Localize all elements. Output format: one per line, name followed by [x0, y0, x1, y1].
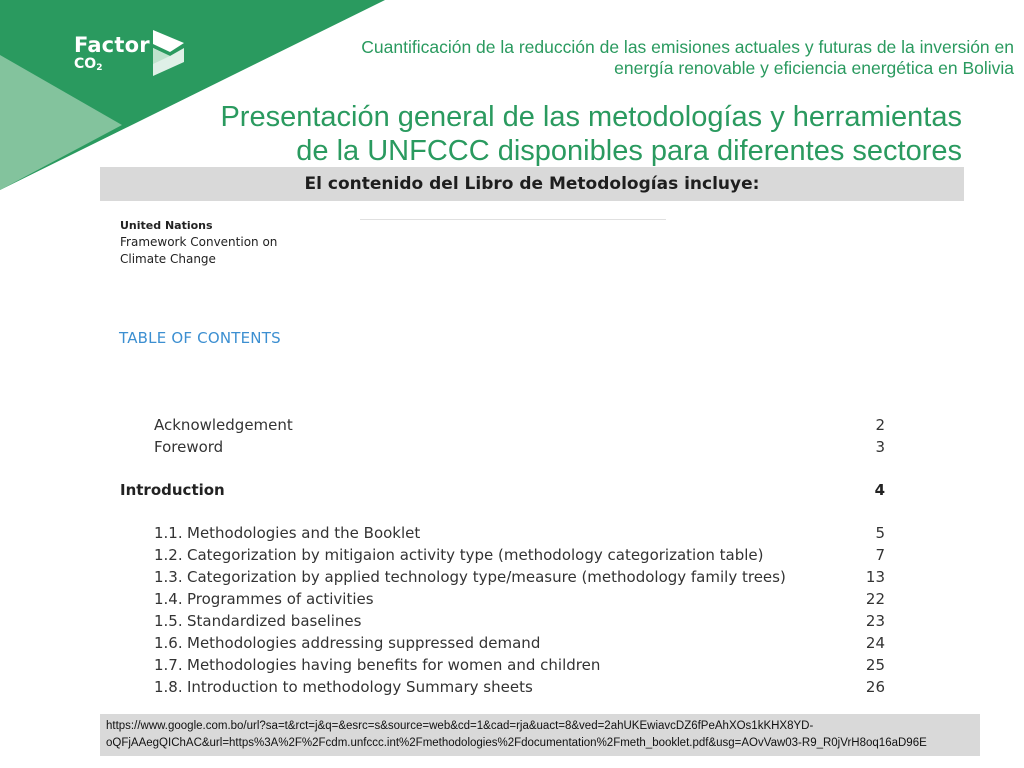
- toc-entry-title: Introduction: [120, 481, 225, 499]
- toc-entry-page: 25: [865, 656, 885, 674]
- logo-word-co2: $CO_2$: [74, 56, 103, 73]
- toc-entry-number: 1.3.: [154, 568, 183, 586]
- toc-entry-page: 4: [874, 481, 885, 499]
- toc-entry: [120, 676, 885, 698]
- toc-entry: [120, 414, 885, 436]
- toc-entry: [120, 610, 885, 632]
- toc-entry-page: 2: [875, 416, 885, 434]
- toc-entry-title: Acknowledgement: [154, 416, 293, 434]
- document-crop-edge: [360, 219, 666, 231]
- header-subtitle-line-2: energía renovable y eficiencia energética en Bolivia: [614, 58, 1014, 78]
- toc-entry-page: 22: [865, 590, 885, 608]
- source-url[interactable]: [100, 714, 980, 756]
- toc-entry-number: 1.1.: [154, 524, 183, 542]
- toc-entry-page: 23: [865, 612, 885, 630]
- toc-entry-page: 26: [865, 678, 885, 696]
- toc-entry-page: 24: [865, 634, 885, 652]
- toc-entry-number: 1.6.: [154, 634, 183, 652]
- org-line-2: Framework Convention on: [120, 235, 278, 249]
- toc-heading: TABLE OF CONTENTS: [119, 329, 281, 347]
- logo-word-factor: Factor: [74, 33, 150, 57]
- header-subtitle-line-1: Cuantificación de la reducción de las emisiones actuales y futuras de la inversión en: [361, 37, 1014, 57]
- slide-title: [102, 100, 962, 168]
- toc-entry: [120, 566, 885, 588]
- toc-entry-title: Foreword: [154, 438, 224, 456]
- toc-entry-title: Categorization by mitigaion activity type (methodology categorization table): [187, 546, 764, 564]
- toc-entry: [120, 436, 885, 458]
- toc-entry-page: 7: [875, 546, 885, 564]
- toc-entry-page: 13: [865, 568, 885, 586]
- source-url-line-1[interactable]: https://www.google.com.bo/url?sa=t&rct=j&q=&esrc=s&source=web&cd=1&cad=rja&uact=8&ved=2ahUKEwiavcDZ6fPeAhXOs1kKHX8YD-: [106, 720, 814, 732]
- toc-entry: [120, 654, 885, 676]
- toc-entry-title: Categorization by applied technology type/measure (methodology family trees): [187, 568, 786, 586]
- toc-entry: [120, 544, 885, 566]
- org-line-1: United Nations: [120, 219, 213, 232]
- toc-entry: [120, 479, 885, 501]
- toc-entry-title: Introduction to methodology Summary sheets: [187, 678, 533, 696]
- factor-co2-logo: [74, 35, 150, 75]
- header-subtitle: [254, 37, 1014, 79]
- source-url-line-2[interactable]: oQFjAAegQIChAC&url=https%3A%2F%2Fcdm.unfccc.int%2Fmethodologies%2Fdocumentation%2Fmeth_booklet.pdf&usg=AOvVaw03-R9_R0jVrH8oq16aD96E: [106, 737, 927, 749]
- content-banner: El contenido del Libro de Metodologías incluye:: [100, 167, 964, 201]
- org-line-3: Climate Change: [120, 252, 216, 266]
- toc-entry-number: 1.4.: [154, 590, 183, 608]
- toc-entry-title: Standardized baselines: [187, 612, 362, 630]
- slide-title-line-2: de la UNFCCC disponibles para diferentes sectores: [296, 135, 962, 167]
- toc-entry-page: 5: [875, 524, 885, 542]
- toc-entry: [120, 588, 885, 610]
- toc-entry-title: Methodologies and the Booklet: [187, 524, 421, 542]
- unfccc-org-name: [120, 217, 277, 268]
- toc-entry-page: 3: [875, 438, 885, 456]
- toc-entry-title: Methodologies having benefits for women and children: [187, 656, 601, 674]
- toc-entry-title: Methodologies addressing suppressed demand: [187, 634, 541, 652]
- toc-entry: [120, 632, 885, 654]
- toc-entry-number: 1.5.: [154, 612, 183, 630]
- toc-entry-number: 1.2.: [154, 546, 183, 564]
- toc-entry-number: 1.8.: [154, 678, 183, 696]
- toc-entry: [120, 522, 885, 544]
- toc-entry-title: Programmes of activities: [187, 590, 374, 608]
- toc-entry-number: 1.7.: [154, 656, 183, 674]
- slide-title-line-1: Presentación general de las metodologías y herramientas: [220, 101, 962, 133]
